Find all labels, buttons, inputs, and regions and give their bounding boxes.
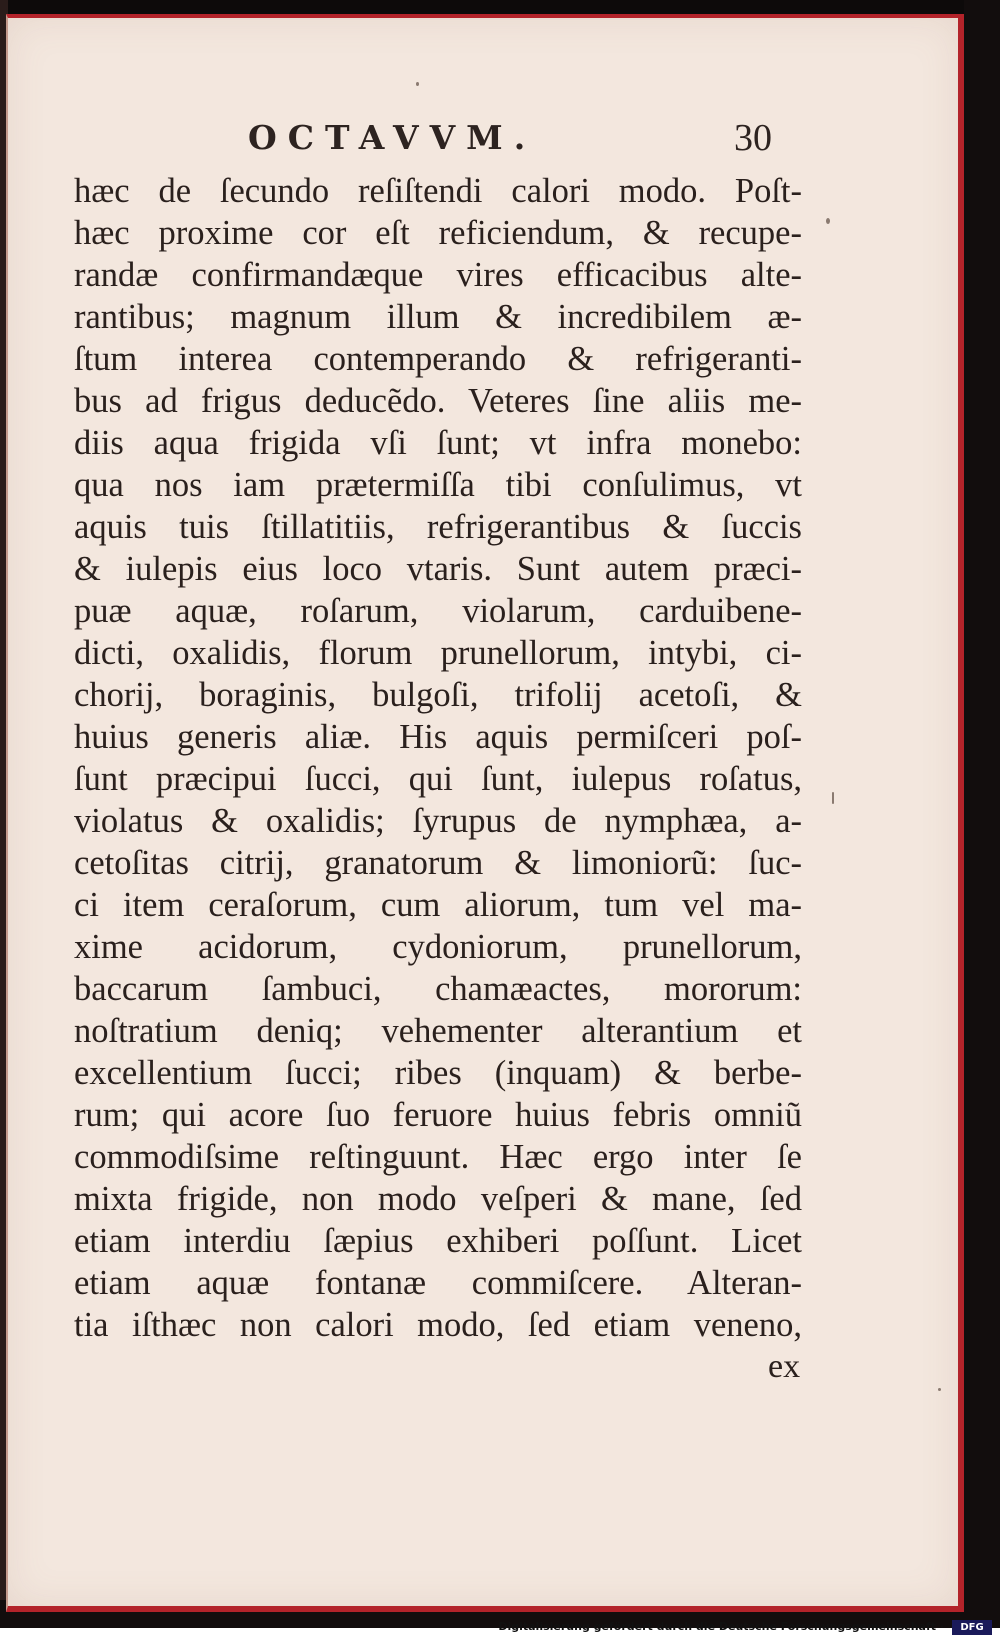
- text-line: dicti, oxalidis, florum prunellorum, intybi, ci-: [74, 634, 802, 672]
- text-line: etiam aquæ fontanæ commiſcere. Alteran-: [74, 1264, 802, 1302]
- text-line: mixta frigide, non modo veſperi & mane, ſed: [74, 1180, 802, 1218]
- text-line: rantibus; magnum illum & incredibilem æ-: [74, 298, 802, 336]
- text-line: & iulepis eius loco vtaris. Sunt autem præci-: [74, 550, 802, 588]
- text-line: aquis tuis ſtillatitiis, refrigerantibus & ſuccis: [74, 508, 802, 546]
- catchword: ex: [768, 1348, 801, 1385]
- text-line: ſtum interea contemperando & refrigeranti-: [74, 340, 802, 378]
- body-text: [74, 170, 802, 1346]
- text-line: huius generis aliæ. His aquis permiſceri poſ-: [74, 718, 802, 756]
- text-line: commodiſsime reſtinguunt. Hæc ergo inter ſe: [74, 1138, 802, 1176]
- text-line: rum; qui acore ſuo feruore huius febris omniũ: [74, 1096, 802, 1134]
- dfg-logo: DFG: [952, 1620, 992, 1635]
- book-page: [6, 14, 964, 1612]
- paper-speck: [938, 1388, 941, 1391]
- text-line: bus ad frigus deducẽdo. Veteres ſine aliis me-: [74, 382, 802, 420]
- text-line: qua nos iam prætermiſſa tibi conſulimus, vt: [74, 466, 802, 504]
- text-line: chorij, boraginis, bulgoſi, trifolij acetoſi, &: [74, 676, 802, 714]
- paper-speck: [832, 792, 834, 804]
- text-line: xime acidorum, cydoniorum, prunellorum,: [74, 928, 802, 966]
- text-line: cetoſitas citrij, granatorum & limoniorũ: ſuc-: [74, 844, 802, 882]
- text-line: diis aqua frigida vſi ſunt; vt infra monebo:: [74, 424, 802, 462]
- text-line: noſtratium deniq; vehementer alterantium et: [74, 1012, 802, 1050]
- paper-speck: [416, 82, 419, 86]
- text-line: ſunt præcipui ſucci, qui ſunt, iulepus roſatus,: [74, 760, 802, 798]
- text-line: hæc de ſecundo reſiſtendi calori modo. Poſt-: [74, 172, 802, 210]
- page-number: 30: [734, 117, 772, 159]
- text-line: puæ aquæ, roſarum, violarum, carduibene-: [74, 592, 802, 630]
- text-line: baccarum ſambuci, chamæactes, mororum:: [74, 970, 802, 1008]
- digitization-credit: Digitalisierung gefördert durch die Deutsche Forschungsgemeinschaft ·: [498, 1620, 944, 1633]
- text-line: hæc proxime cor eſt reficiendum, & recupe-: [74, 214, 802, 252]
- text-line: etiam interdiu ſæpius exhiberi poſſunt. Licet: [74, 1222, 802, 1260]
- text-line: ci item ceraſorum, cum aliorum, tum vel ma-: [74, 886, 802, 924]
- text-line: violatus & oxalidis; ſyrupus de nymphæa, a-: [74, 802, 802, 840]
- text-line: tia iſthæc non calori modo, ſed etiam veneno,: [74, 1306, 802, 1344]
- paper-speck: [826, 218, 830, 224]
- running-head: OCTAVVM.: [248, 118, 537, 157]
- text-line: randæ confirmandæque vires efficacibus alte-: [74, 256, 802, 294]
- scan-background-right: [964, 0, 1000, 1628]
- text-line: excellentium ſucci; ribes (inquam) & berbe-: [74, 1054, 802, 1092]
